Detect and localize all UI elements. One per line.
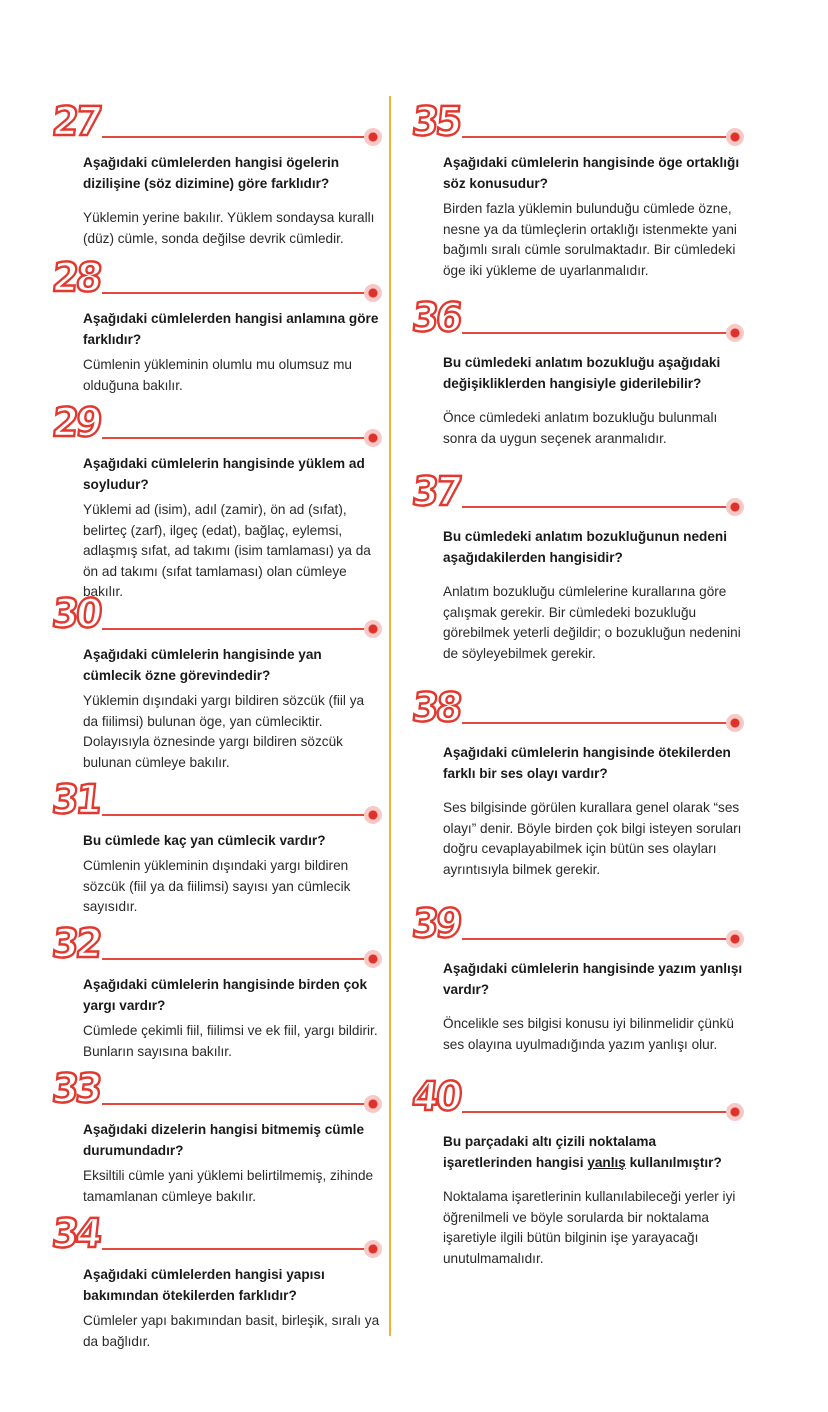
question-text: Aşağıdaki dizelerin hangisi bitmemiş cümle durumundadır?: [83, 1122, 365, 1158]
question-item-37: [408, 470, 744, 664]
question-header: [48, 100, 382, 144]
question-item-39: [408, 902, 744, 1055]
question-number: 27: [49, 99, 102, 145]
bullet-dot-icon: [364, 806, 382, 824]
question-item-40: [408, 1075, 744, 1269]
question-header: [48, 778, 382, 822]
header-rule: [102, 1248, 368, 1250]
question-text: Aşağıdaki cümlelerin hangisinde yazım yanlışı vardır?: [443, 961, 743, 997]
answer-text: Önce cümledeki anlatım bozukluğu bulunmalı sonra da uygun seçenek aranmalıdır.: [443, 410, 718, 446]
answer-text: Yüklemin yerine bakılır. Yüklem sondaysa kurallı (düz) cümle, sonda değilse devrik cümledir.: [83, 210, 375, 246]
header-rule: [102, 292, 368, 294]
answer-text: Noktalama işaretlerinin kullanılabileceği yerler iyi öğrenilmeli ve böyle sorularda bir noktalama işaretiyle ilgili bütün bilginin işe yarayacağı unutulmamalıdır.: [443, 1189, 736, 1266]
question-item-30: [48, 592, 382, 773]
question-number: 30: [49, 591, 102, 637]
answer-text: Öncelikle ses bilgisi konusu iyi bilinmelidir çünkü ses olayına uyulmadığında yazım yanlışı olur.: [443, 1016, 734, 1052]
bullet-dot-icon: [726, 930, 744, 948]
question-header: [48, 922, 382, 966]
question-text: Aşağıdaki cümlelerin hangisinde yan cümlecik özne görevindedir?: [83, 647, 322, 683]
question-number: 38: [409, 685, 462, 731]
question-item-31: [48, 778, 382, 918]
header-rule: [102, 958, 368, 960]
question-header: [408, 470, 744, 514]
question-number: 28: [49, 255, 102, 301]
question-text-start: Bu parçadaki altı çizili noktalama işaretlerinden hangisi: [443, 1134, 657, 1170]
question-text: Aşağıdaki cümlelerin hangisinde ötekilerden farklı bir ses olayı vardır?: [443, 745, 731, 781]
header-rule: [102, 814, 368, 816]
answer-text: Anlatım bozukluğu cümlelerine kurallarına göre çalışmak gerekir. Bir cümledeki bozukluğu görebilmek yeterli değildir; o bozukluğun nedenini de söyleyebilmek gerekir.: [443, 584, 741, 661]
bullet-dot-icon: [364, 1095, 382, 1113]
bullet-dot-icon: [364, 620, 382, 638]
answer-text: Ses bilgisinde görülen kurallara genel olarak “ses olayı” denir. Böyle birden çok bilgi isteyen soruları doğru cevaplayabilmek için bütün ses olayları ayrıntısıyla bilmek gerekir.: [443, 800, 742, 877]
header-rule: [462, 1111, 730, 1113]
question-item-28: [48, 256, 382, 396]
question-header: [408, 296, 744, 340]
question-item-36: [408, 296, 744, 449]
question-header: [408, 902, 744, 946]
question-item-27: [48, 100, 382, 249]
header-rule: [462, 938, 730, 940]
answer-text: Cümlenin yükleminin dışındaki yargı bildiren sözcük (fiil ya da fiilimsi) sayısı yan cümlecik sayısıdır.: [83, 858, 351, 914]
question-text: Aşağıdaki cümlelerin hangisinde yüklem ad soyludur?: [83, 456, 365, 492]
header-rule: [102, 136, 368, 138]
answer-text: Eksiltili cümle yani yüklemi belirtilmemiş, zihinde tamamlanan cümleye bakılır.: [83, 1168, 374, 1204]
header-rule: [102, 1103, 368, 1105]
question-text: Bu cümlede kaç yan cümlecik vardır?: [83, 833, 326, 848]
header-rule: [462, 332, 730, 334]
question-header: [48, 401, 382, 445]
question-text: [443, 1131, 744, 1173]
question-number: 36: [409, 295, 462, 341]
question-item-34: [48, 1212, 382, 1352]
question-item-32: [48, 922, 382, 1062]
question-item-33: [48, 1067, 382, 1207]
header-rule: [102, 437, 368, 439]
question-text: Aşağıdaki cümlelerin hangisinde öge ortaklığı söz konusudur?: [443, 155, 740, 191]
answer-text: Cümlenin yükleminin olumlu mu olumsuz mu olduğuna bakılır.: [83, 357, 352, 393]
header-rule: [462, 722, 730, 724]
question-text-end: kullanılmıştır?: [625, 1155, 722, 1170]
question-number: 31: [49, 777, 102, 823]
answer-text: Yüklemi ad (isim), adıl (zamir), ön ad (sıfat), belirteç (zarf), ilgeç (edat), bağlaç, eylemsi, adlaşmış sıfat, ad takımı (isim tamlaması) ya da ön ad takımı (sıfat tamlaması) olan cümleye bakılır.: [83, 502, 371, 599]
header-rule: [102, 628, 368, 630]
question-number: 33: [49, 1066, 102, 1112]
bullet-dot-icon: [726, 714, 744, 732]
bullet-dot-icon: [726, 128, 744, 146]
question-header: [408, 686, 744, 730]
question-header: [408, 100, 744, 144]
question-item-35: [408, 100, 744, 281]
question-header: [48, 256, 382, 300]
bullet-dot-icon: [726, 498, 744, 516]
question-item-38: [408, 686, 744, 880]
bullet-dot-icon: [364, 429, 382, 447]
column-divider: [389, 96, 391, 1336]
answer-text: Cümleler yapı bakımından basit, birleşik, sıralı ya da bağlıdır.: [83, 1313, 380, 1349]
bullet-dot-icon: [364, 950, 382, 968]
bullet-dot-icon: [364, 1240, 382, 1258]
question-header: [48, 1067, 382, 1111]
answer-text: Birden fazla yüklemin bulunduğu cümlede özne, nesne ya da tümleçlerin ortaklığı istenmekte yani bağımlı sıralı cümle sorulmaktadır. Bir cümledeki öge iki yükleme de uyarlanmalıdır.: [443, 201, 737, 278]
bullet-dot-icon: [364, 284, 382, 302]
question-text: Bu cümledeki anlatım bozukluğu aşağıdaki değişikliklerden hangisiyle giderilebilir?: [443, 355, 721, 391]
question-item-29: [48, 401, 382, 603]
question-text: Aşağıdaki cümlelerden hangisi anlamına göre farklıdır?: [83, 311, 379, 347]
bullet-dot-icon: [364, 128, 382, 146]
question-number: 32: [49, 921, 102, 967]
question-text: Aşağıdaki cümlelerin hangisinde birden çok yargı vardır?: [83, 977, 368, 1013]
question-header: [48, 592, 382, 636]
bullet-dot-icon: [726, 324, 744, 342]
question-header: [408, 1075, 744, 1119]
question-header: [48, 1212, 382, 1256]
answer-text: Cümlede çekimli fiil, fiilimsi ve ek fiil, yargı bildirir. Bunların sayısına bakılır.: [83, 1023, 378, 1059]
answer-text: Yüklemin dışındaki yargı bildiren sözcük (fiil ya da fiilimsi) bulunan öge, yan cümleciktir. Dolayısıyla öznesinde yargı bildiren sözcük bulunan cümleye bakılır.: [83, 693, 365, 770]
question-text: Aşağıdaki cümlelerden hangisi ögelerin dizilişine (söz dizimine) göre farklıdır?: [83, 155, 340, 191]
bullet-dot-icon: [726, 1103, 744, 1121]
question-number: 40: [409, 1074, 462, 1120]
question-number: 29: [49, 400, 102, 446]
question-number: 37: [409, 469, 462, 515]
question-text: Aşağıdaki cümlelerden hangisi yapısı bakımından ötekilerden farklıdır?: [83, 1267, 325, 1303]
question-number: 39: [409, 901, 462, 947]
underlined-word: yanlış: [587, 1155, 626, 1170]
question-text: Bu cümledeki anlatım bozukluğunun nedeni aşağıdakilerden hangisidir?: [443, 529, 727, 565]
question-number: 35: [409, 99, 462, 145]
header-rule: [462, 506, 730, 508]
question-number: 34: [49, 1211, 102, 1257]
header-rule: [462, 136, 730, 138]
